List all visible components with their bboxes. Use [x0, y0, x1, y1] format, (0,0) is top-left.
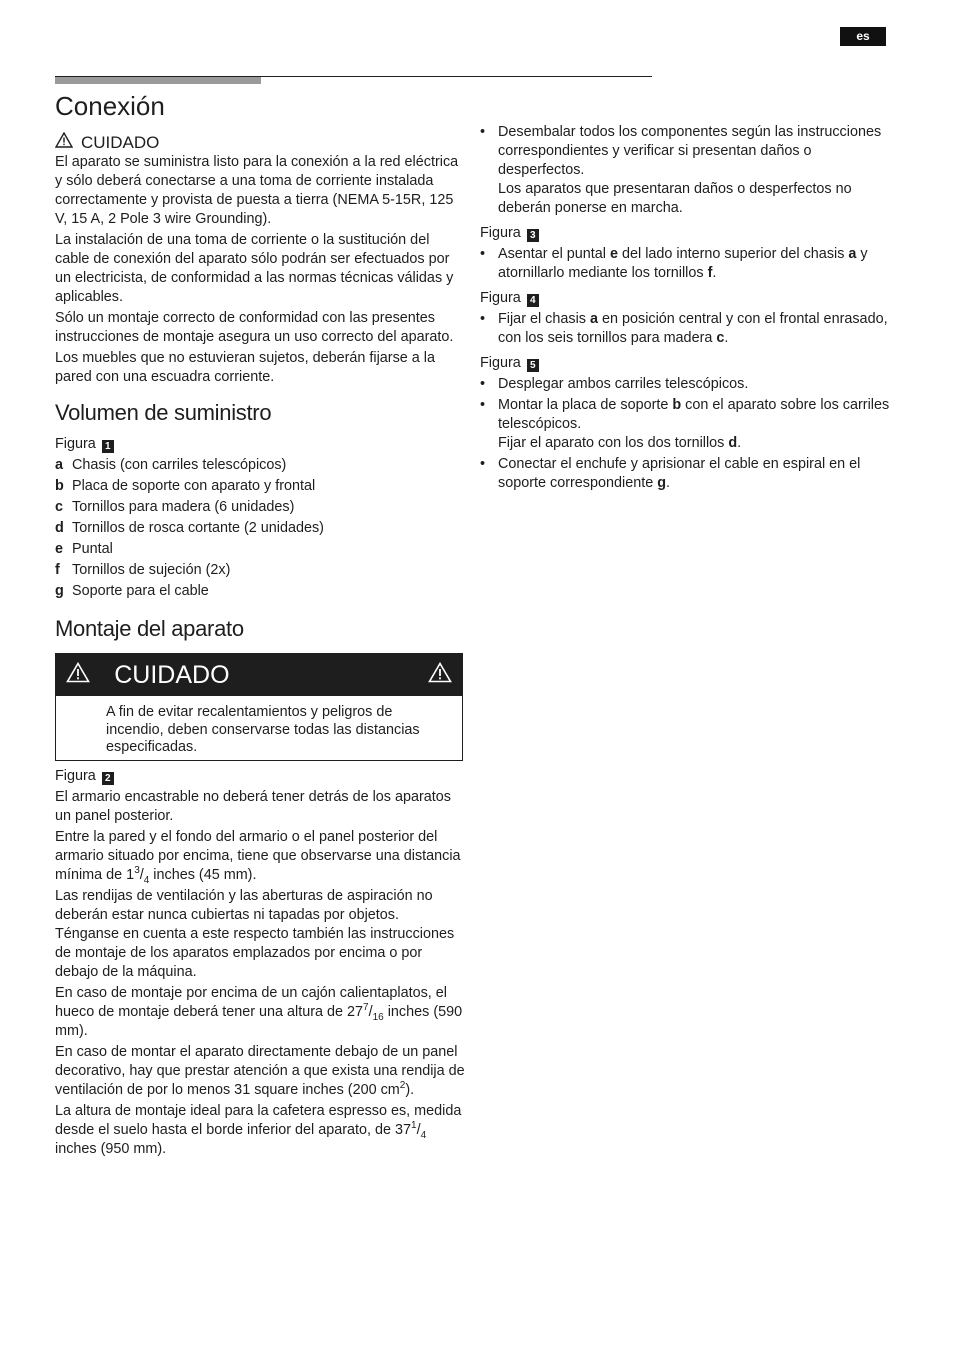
text-run: inches (45 mm). [149, 866, 257, 883]
fraction-denominator: 4 [420, 1129, 427, 1141]
item-text: Placa de soporte con aparato y frontal [72, 478, 316, 494]
text-run: del lado interno superior del chasis [618, 246, 849, 262]
figure-number: 5 [527, 359, 539, 372]
step-list [480, 123, 890, 218]
fraction-numerator: 7 [363, 1001, 369, 1013]
part-key: d [728, 435, 738, 451]
step-text: • Desembalar todos los componentes según las instrucciones correspondientes y verificar si presentan daños o desperfectos. [498, 124, 882, 178]
list-item [55, 519, 465, 538]
caution-heading [55, 132, 465, 153]
part-key: f [707, 265, 713, 281]
paragraph: Los muebles que no estuvieran sujetos, deberán fijarse a la pared con una escuadra corriente. [55, 350, 435, 385]
item-key: f [55, 562, 60, 578]
text-run: y atornillarlo mediante los tornillos [498, 246, 868, 281]
list-item [55, 456, 465, 475]
item-text: Tornillos de sujeción (2x) [72, 562, 231, 578]
section-title-montaje: Montaje del aparato [55, 616, 244, 641]
step-list [480, 310, 890, 348]
item-key: a [55, 457, 64, 473]
text-run: ). [405, 1081, 415, 1098]
list-item [55, 498, 465, 517]
list-item [55, 561, 465, 580]
figure-label: Figura [480, 225, 521, 241]
part-key: a [589, 311, 598, 327]
item-text: Puntal [72, 541, 113, 557]
item-text: Tornillos para madera (6 unidades) [72, 499, 295, 515]
text-run: Asentar el puntal [498, 246, 610, 262]
item-key: e [55, 541, 64, 557]
text-run: Fijar el aparato con los dos tornillos [498, 435, 729, 451]
paragraph: El armario encastrable no deberá tener detrás de los aparatos un panel posterior. [55, 788, 451, 824]
header-rule [55, 76, 652, 77]
paragraph: Las rendijas de ventilación y las aberturas de aspiración no deberán estar nunca cubiertas ni tapadas por objetos. Ténganse en cuenta a este respecto también las instrucciones de montaje de los aparatos emplazados por encima o por debajo de la máquina. [55, 887, 455, 980]
item-key: d [55, 520, 64, 536]
text-run: inches (590 mm). [55, 1003, 463, 1039]
text-run: Fijar el chasis [498, 311, 590, 327]
text-run: en posición central y con el frontal enrasado, con los seis tornillos para madera [498, 311, 888, 346]
item-key: g [55, 583, 64, 599]
paragraph: Sólo un montaje correcto de conformidad con las presentes instrucciones de montaje asegura un uso correcto del aparato. [55, 310, 454, 345]
figure-reference [480, 289, 890, 308]
figure-label: Figura [55, 767, 96, 784]
figure-label: Figura [480, 290, 521, 306]
part-key: a [848, 246, 857, 262]
figure-reference [480, 354, 890, 373]
list-item [480, 245, 890, 283]
part-key: e [610, 246, 619, 262]
paragraph: Entre la pared y el fondo del armario o el panel posterior del armario situado por encima, tiene que observarse una distancia mínima de $1^3/_4$ inches (45 mm). [55, 828, 461, 886]
figure-reference [55, 767, 465, 786]
part-key: g [657, 475, 666, 491]
part-key: b [672, 397, 682, 413]
right-column [480, 123, 890, 495]
item-key: b [55, 478, 64, 494]
figure-label: Figura [55, 436, 96, 452]
list-item [55, 477, 465, 496]
section-title-volumen: Volumen de suministro [55, 400, 272, 425]
warning-title: CUIDADO [114, 661, 230, 689]
warning-triangle-icon [428, 662, 452, 689]
warning-box [55, 653, 463, 761]
list-item [480, 455, 890, 493]
item-key: c [55, 499, 64, 515]
figure-reference [55, 435, 465, 454]
text-run: inches (950 mm). [55, 1140, 167, 1157]
figure-number: 3 [527, 229, 539, 242]
left-column [55, 88, 465, 1161]
list-item [480, 310, 890, 348]
figure-number: 4 [527, 294, 539, 307]
item-text: Tornillos de rosca cortante (2 unidades) [72, 520, 324, 536]
figure-number: 2 [102, 772, 114, 785]
warning-triangle-icon [55, 132, 73, 153]
step-text: Los aparatos que presentaran daños o desperfectos no deberán ponerse en marcha. [498, 181, 852, 216]
fraction-numerator: 1 [411, 1119, 417, 1131]
text-run: con el aparato sobre los carriles telescópicos. [498, 397, 890, 432]
text-run: En caso de montar el aparato directamente debajo de un panel decorativo, hay que prestar atención a que exista una rendija de ventilación de por lo menos 31 square inches (200 cm [55, 1043, 465, 1098]
superscript: 2 [399, 1079, 406, 1091]
text-run: . [724, 330, 729, 346]
paragraph: La altura de montaje ideal para la cafetera espresso es, medida desde el suelo hasta el borde inferior del aparato, de $37^1/_4$ inches (950 mm). [55, 1102, 462, 1157]
text-run: . [737, 435, 742, 451]
language-badge: es [840, 27, 886, 46]
fraction-denominator: 16 [372, 1011, 384, 1023]
figure-reference [480, 224, 890, 243]
text-run: En caso de montaje por encima de un cajón calientaplatos, el hueco de montaje deberá tener una altura de 27 [55, 984, 447, 1020]
warning-text: A fin de evitar recalentamientos y peligros de incendio, deben conservarse todas las distancias especificadas. [106, 704, 420, 755]
paragraph: En caso de montaje por encima de un cajón calientaplatos, el hueco de montaje deberá tener una altura de $27^7/_{16}$ inches (590 mm). [55, 984, 463, 1039]
text-run: Entre la pared y el fondo del armario o el panel posterior del armario situado por encima, tiene que observarse una distancia mínima de 1 [55, 828, 461, 883]
paragraph: La instalación de una toma de corriente o la sustitución del cable de conexión del aparato sólo podrán ser efectuados por un electricista, de conformidad a las normas técnicas válidas y aplicables. [55, 232, 454, 305]
list-item [55, 582, 465, 601]
paragraph [55, 1043, 465, 1100]
caution-label: CUIDADO [81, 132, 160, 152]
section-title-conexion: Conexión [55, 91, 165, 121]
step-list [480, 245, 890, 283]
list-item: • Desplegar ambos carriles telescópicos. [480, 375, 890, 394]
list-item [480, 396, 890, 453]
list-item [480, 123, 890, 218]
list-item [55, 540, 465, 559]
paragraph: El aparato se suministra listo para la conexión a la red eléctrica y sólo deberá conectarse a una toma de corriente instalada correctamente y provista de puesta a tierra (NEMA 5-15R, 125 V, 15 A, 2 Pole 3 wire Grounding). [55, 154, 459, 227]
text-run: Conectar el enchufe y aprisionar el cable en espiral en el soporte correspondiente [498, 456, 861, 491]
text-run: Montar la placa de soporte [498, 397, 673, 413]
header-rule-accent [55, 76, 261, 84]
warning-header [56, 654, 462, 696]
figure-label: Figura [480, 355, 521, 371]
text-run: . [712, 265, 717, 281]
text-run: La altura de montaje ideal para la cafetera espresso es, medida desde el suelo hasta el borde inferior del aparato, de 37 [55, 1102, 462, 1138]
part-key: c [716, 330, 725, 346]
supply-list [55, 456, 465, 601]
item-text: Soporte para el cable [72, 583, 209, 599]
warning-triangle-icon [66, 662, 90, 689]
figure-number: 1 [102, 440, 114, 453]
fraction-denominator: 4 [143, 874, 150, 886]
step-list [480, 375, 890, 493]
text-run: . [666, 475, 670, 491]
fraction-numerator: 3 [134, 864, 140, 876]
item-text: Chasis (con carriles telescópicos) [72, 457, 287, 473]
